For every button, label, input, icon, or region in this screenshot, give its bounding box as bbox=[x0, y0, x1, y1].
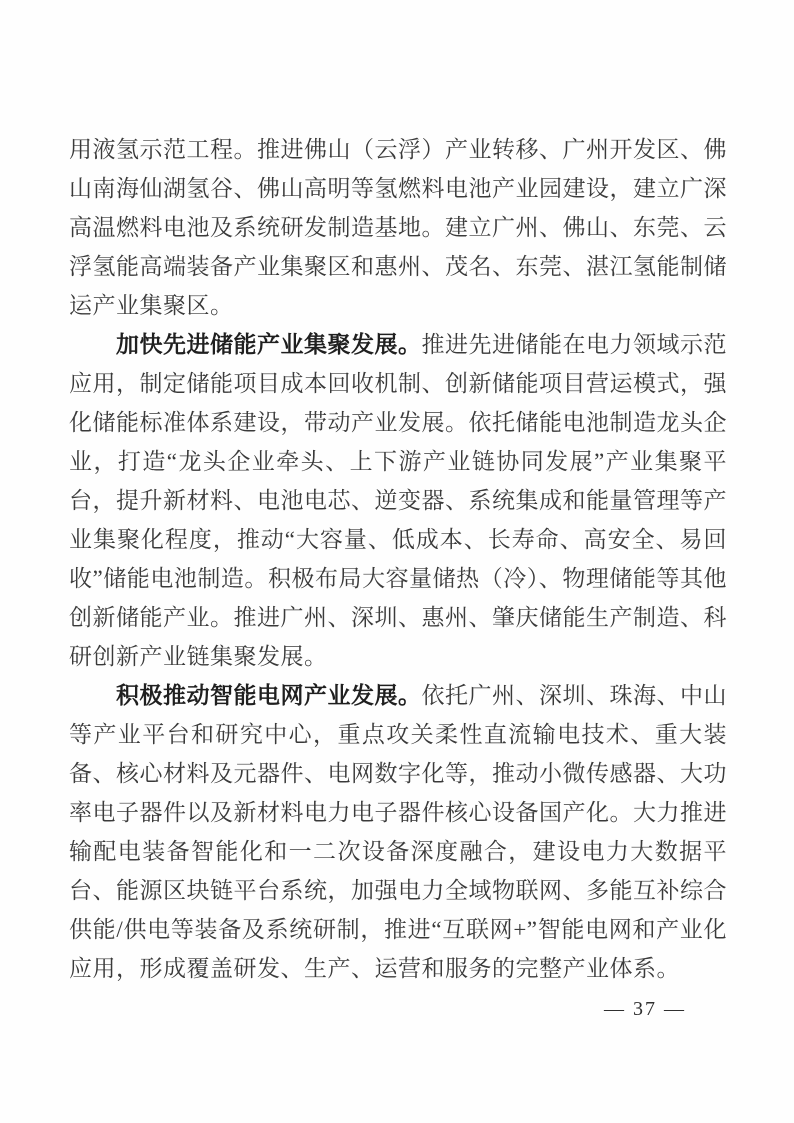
text-block bbox=[69, 130, 727, 988]
paragraph-text: 推进先进储能在电力领域示范应用，制定储能项目成本回收机制、创新储能项目营运模式，强化储能标准体系建设，带动产业发展。依托储能电池制造龙头企业，打造“龙头企业牵头、上下游产业链协同发展”产业集聚平台，提升新材料、电池电芯、逆变器、系统集成和能量管理等产业集聚化程度，推动“大容量、低成本、长寿命、高安全、易回收”储能电池制造。积极布局大容量储热（冷）、物理储能等其他创新储能产业。推进广州、深圳、惠州、肇庆储能生产制造、科研创新产业链集聚发展。 bbox=[69, 332, 727, 669]
paragraph-lead: 加快先进储能产业集聚发展。 bbox=[116, 331, 422, 357]
paragraph-text: 依托广州、深圳、珠海、中山等产业平台和研究中心，重点攻关柔性直流输电技术、重大装备、核心材料及元器件、电网数字化等，推动小微传感器、大功率电子器件以及新材料电力电子器件核心设备国产化。大力推进输配电装备智能化和一二次设备深度融合，建设电力大数据平台、能源区块链平台系统，加强电力全域物联网、多能互补综合供能/供电等装备及系统研制，推进“互联网+”智能电网和产业化应用，形成覆盖研发、生产、运营和服务的完整产业体系。 bbox=[69, 683, 727, 981]
page-number: — 37 — bbox=[604, 998, 686, 1020]
paragraph-energy-storage bbox=[69, 325, 727, 676]
paragraph-lead: 积极推动智能电网产业发展。 bbox=[116, 682, 422, 708]
paragraph-smart-grid bbox=[69, 676, 727, 988]
paragraph-text: 用液氢示范工程。推进佛山（云浮）产业转移、广州开发区、佛山南海仙湖氢谷、佛山高明等氢燃料电池产业园建设，建立广深高温燃料电池及系统研发制造基地。建立广州、佛山、东莞、云浮氢能高端装备产业集聚区和惠州、茂名、东莞、湛江氢能制储运产业集聚区。 bbox=[69, 137, 727, 318]
paragraph-continuation bbox=[69, 130, 727, 325]
